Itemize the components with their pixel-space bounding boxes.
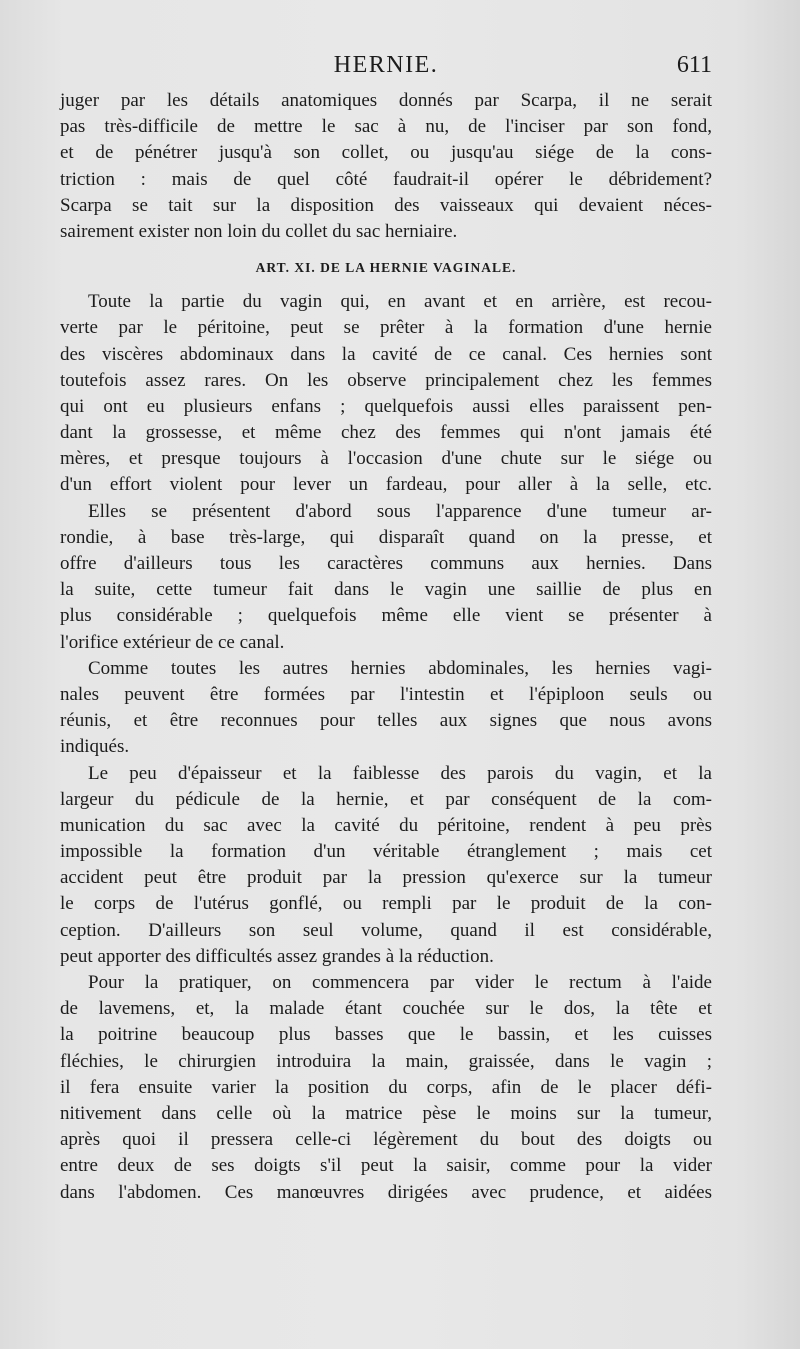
text-line: mères, et presque toujours à l'occasion d'une chute sur le siége ou: [60, 448, 712, 470]
running-title: HERNIE.: [333, 52, 439, 78]
text-line: dant la grossesse, et même chez des femmes qui n'ont jamais été: [60, 422, 712, 444]
text-line: d'un effort violent pour lever un fardeau, pour aller à la selle, etc.: [60, 474, 712, 496]
text-line: munication du sac avec la cavité du péritoine, rendent à peu près: [60, 814, 712, 836]
page-header: [60, 52, 712, 88]
text-line: l'orifice extérieur de ce canal.: [60, 631, 285, 653]
text-line: entre deux de ses doigts s'il peut la saisir, comme pour la vider: [60, 1155, 712, 1177]
text-line: Comme toutes les autres hernies abdominales, les hernies vagi-: [88, 657, 712, 679]
text-line: fléchies, le chirurgien introduira la main, graissée, dans le vagin ;: [60, 1050, 712, 1072]
text-line: rondie, à base très-large, qui disparaît quand on la presse, et: [60, 526, 712, 548]
text-line: nales peuvent être formées par l'intestin et l'épiploon seuls ou: [60, 683, 712, 705]
text-line: accident peut être produit par la pression qu'exerce sur la tumeur: [60, 867, 712, 889]
text-line: réunis, et être reconnues pour telles aux signes que nous avons: [60, 710, 712, 732]
text-line: offre d'ailleurs tous les caractères communs aux hernies. Dans: [60, 553, 712, 574]
text-line: il fera ensuite varier la position du corps, afin de le placer défi-: [60, 1076, 712, 1098]
text-line: ception. D'ailleurs son seul volume, quand il est considérable,: [60, 919, 712, 941]
text-line: sairement exister non loin du collet du sac herniaire.: [60, 220, 458, 242]
text-line: la suite, cette tumeur fait dans le vagin une saillie de plus en: [60, 579, 712, 601]
text-line: triction : mais de quel côté faudrait-il opérer le débridement?: [60, 168, 712, 190]
text-line: juger par les détails anatomiques donnés par Scarpa, il ne serait: [60, 90, 712, 111]
text-line: dans l'abdomen. Ces manœuvres dirigées avec prudence, et aidées: [60, 1181, 712, 1203]
text-line: peut apporter des difficultés assez grandes à la réduction.: [60, 945, 494, 967]
text-line: indiqués.: [60, 736, 130, 758]
paragraph: [60, 761, 712, 971]
text-line: plus considérable ; quelquefois même elle vient se présenter à: [60, 605, 712, 627]
text-line: Pour la pratiquer, on commencera par vider le rectum à l'aide: [88, 972, 712, 993]
text-line: verte par le péritoine, peut se prêter à la formation d'une hernie: [60, 317, 712, 339]
paragraph: [60, 289, 712, 499]
page-number: 611: [676, 52, 712, 78]
paragraph: [60, 970, 712, 1206]
intro-paragraph: [60, 88, 712, 245]
paragraph: [60, 499, 712, 656]
article-heading: ART. XI. DE LA HERNIE VAGINALE.: [255, 260, 517, 276]
text-line: la poitrine beaucoup plus basses que le bassin, et les cuisses: [60, 1024, 712, 1046]
text-line: des viscères abdominaux dans la cavité de ce canal. Ces hernies sont: [60, 343, 712, 365]
text-line: Elles se présentent d'abord sous l'apparence d'une tumeur ar-: [88, 500, 712, 522]
text-line: Scarpa se tait sur la disposition des vaisseaux qui devaient néces-: [60, 194, 712, 216]
text-line: de lavemens, et, la malade étant couchée sur le dos, la tête et: [60, 998, 712, 1020]
text-line: impossible la formation d'un véritable étranglement ; mais cet: [60, 841, 712, 863]
body-text: [60, 88, 712, 1206]
paragraph: [60, 656, 712, 761]
text-line: le corps de l'utérus gonflé, ou rempli par le produit de la con-: [60, 893, 712, 915]
text-line: après quoi il pressera celle-ci légèrement du bout des doigts ou: [60, 1129, 712, 1151]
text-line: qui ont eu plusieurs enfans ; quelquefois aussi elles paraissent pen-: [60, 395, 712, 417]
text-line: toutefois assez rares. On les observe principalement chez les femmes: [60, 369, 712, 391]
text-line: Le peu d'épaisseur et la faiblesse des parois du vagin, et la: [88, 762, 712, 784]
text-line: nitivement dans celle où la matrice pèse le moins sur la tumeur,: [60, 1102, 712, 1124]
text-line: Toute la partie du vagin qui, en avant et en arrière, est recou-: [88, 291, 712, 313]
text-line: largeur du pédicule de la hernie, et par conséquent de la com-: [60, 788, 712, 810]
text-line: et de pénétrer jusqu'à son collet, ou jusqu'au siége de la cons-: [60, 142, 712, 164]
text-line: pas très-difficile de mettre le sac à nu, de l'inciser par son fond,: [60, 116, 712, 138]
